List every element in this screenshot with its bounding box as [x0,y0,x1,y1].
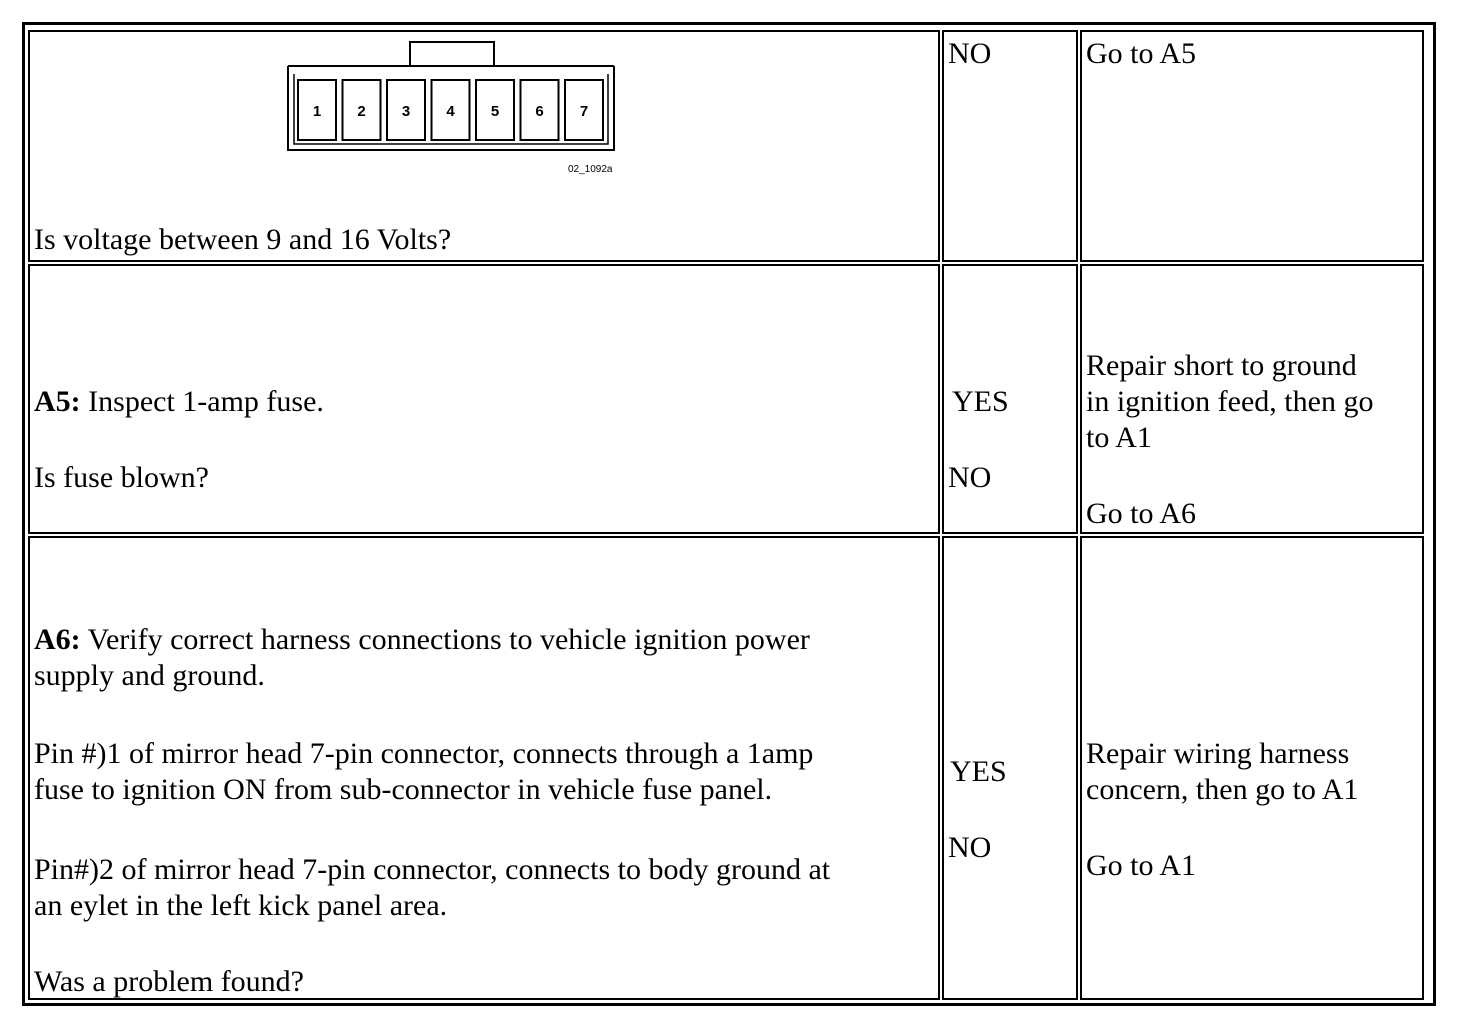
row3-pin1-line1: Pin #)1 of mirror head 7-pin connector, connects through a 1amp [34,737,814,770]
figure-code: 02_1092a [568,164,613,175]
row3-pin1-line2: fuse to ignition ON from sub-connector in vehicle fuse panel. [34,773,773,806]
row2-action-yes-line2: in ignition feed, then go [1086,385,1374,418]
row3-answer-no: NO [948,831,992,864]
step-label-a6: A6: [34,623,81,656]
row2-action-cell [1080,264,1424,534]
row1-answer-cell [942,30,1078,262]
row2-question: Is fuse blown? [34,461,209,494]
row3-question: Was a problem found? [34,965,304,998]
row3-step-line1 [34,622,810,658]
row1-answer-no: NO [948,37,992,70]
connector-pin-label-5: 5 [490,103,500,120]
connector-pin-label-7: 7 [579,103,589,120]
connector-pin-label-1: 1 [312,103,322,120]
row3-action-yes-line1: Repair wiring harness [1086,737,1350,770]
row1-action-cell [1080,30,1424,262]
connector-7pin-icon [284,40,624,180]
row3-action-no: Go to A1 [1086,849,1197,882]
row2-answer-cell [942,264,1078,534]
connector-diagram [284,40,624,180]
row2-step [34,384,324,420]
row3-step-text-line1: Verify correct harness connections to vehicle ignition power [87,623,810,656]
connector-pin-label-3: 3 [401,103,411,120]
row2-step-cell [28,264,940,534]
row1-question: Is voltage between 9 and 16 Volts? [34,223,452,256]
step-label-a5: A5: [34,385,81,418]
connector-pin-label-2: 2 [357,103,366,120]
row2-step-text: Inspect 1-amp fuse. [88,385,324,418]
row3-action-cell [1080,536,1424,1000]
row2-action-no: Go to A6 [1086,497,1197,530]
row2-answer-yes: YES [952,385,1009,418]
row3-answer-cell [942,536,1078,1000]
row2-action-yes-line1: Repair short to ground [1086,349,1357,382]
row3-action-yes-line2: concern, then go to A1 [1086,773,1359,806]
row3-step-cell [28,536,940,1000]
row2-action-yes-line3: to A1 [1086,421,1152,454]
connector-pin-label-6: 6 [535,103,544,120]
row2-answer-no: NO [948,461,992,494]
row3-pin2-line1: Pin#)2 of mirror head 7-pin connector, connects to body ground at [34,853,831,886]
connector-pins [298,80,603,140]
row3-step-line2: supply and ground. [34,659,265,692]
row3-pin2-line2: an eylet in the left kick panel area. [34,889,448,922]
row1-step-cell [28,30,940,262]
connector-pin-label-4: 4 [446,103,455,120]
row3-answer-yes: YES [950,755,1007,788]
row1-action-no: Go to A5 [1086,37,1197,70]
